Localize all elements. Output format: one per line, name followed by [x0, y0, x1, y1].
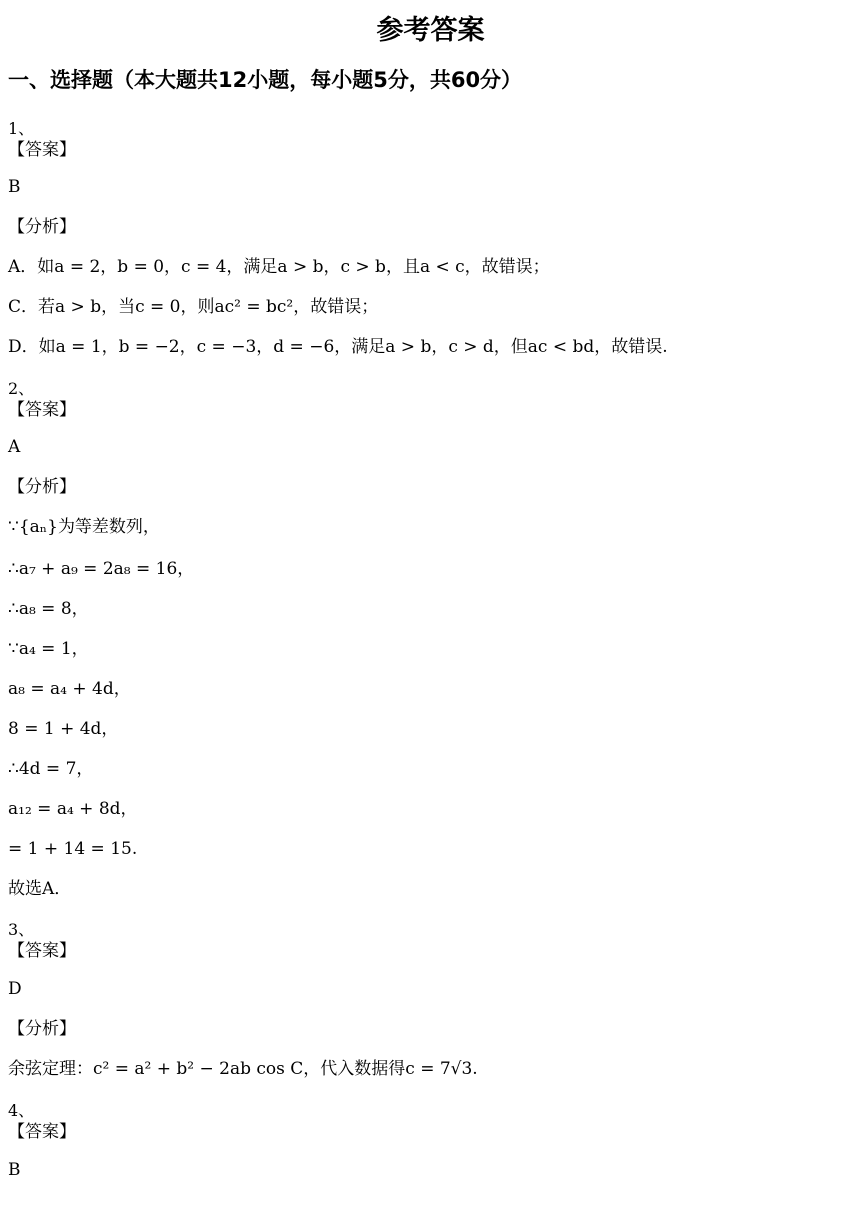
- question-1-answer: B: [8, 177, 21, 197]
- question-2-analysis-line-9: = 1 + 14 = 15.: [8, 839, 138, 859]
- question-3-number: 3、: [8, 920, 35, 939]
- question-3-answer-label: 【答案】: [8, 941, 76, 961]
- question-4-answer-label: 【答案】: [8, 1122, 76, 1142]
- question-2-analysis-line-7: ∴4d = 7，: [8, 759, 94, 779]
- page-title: 参考答案: [376, 15, 485, 46]
- question-1-analysis-line-3: D．如a = 1，b = −2，c = −3，d = −6，满足a > b，c > d，但ac < bd，故错误.: [8, 337, 668, 357]
- question-1-analysis-label: 【分析】: [8, 217, 76, 237]
- question-2-analysis-line-8: a₁₂ = a₄ + 8d，: [8, 799, 138, 819]
- question-2-analysis-line-2: ∴a₇ + a₉ = 2a₈ = 16，: [8, 559, 195, 579]
- question-3-analysis-label: 【分析】: [8, 1019, 76, 1039]
- question-4-answer: B: [8, 1160, 21, 1180]
- question-3-analysis-line-1: 余弦定理：c² = a² + b² − 2ab cos C，代入数据得c = 7√3.: [8, 1059, 478, 1079]
- question-2-analysis-line-6: 8 = 1 + 4d，: [8, 719, 119, 739]
- question-2-analysis-line-3: ∴a₈ = 8，: [8, 599, 89, 619]
- question-2-answer-label: 【答案】: [8, 400, 76, 420]
- question-1-answer-label: 【答案】: [8, 140, 76, 160]
- question-4-number: 4、: [8, 1101, 35, 1120]
- question-1-analysis-line-2: C．若a > b，当c = 0，则ac² = bc²，故错误；: [8, 297, 379, 317]
- question-2-analysis-line-1: ∵{aₙ}为等差数列，: [8, 517, 160, 537]
- question-2-analysis-line-4: ∵a₄ = 1，: [8, 639, 89, 659]
- question-3-answer: D: [8, 979, 22, 999]
- section-heading: 一、选择题（本大题共12小题，每小题5分，共60分）: [8, 68, 523, 92]
- question-2-analysis-label: 【分析】: [8, 477, 76, 497]
- question-2-analysis-line-5: a₈ = a₄ + 4d，: [8, 679, 131, 699]
- question-2-answer: A: [8, 437, 21, 457]
- question-2-analysis-line-10: 故选A．: [8, 879, 72, 899]
- question-1-analysis-line-1: A．如a = 2，b = 0，c = 4，满足a > b，c > b，且a < c，故错误；: [8, 257, 550, 277]
- question-2-number: 2、: [8, 379, 35, 398]
- question-1-number: 1、: [8, 119, 35, 138]
